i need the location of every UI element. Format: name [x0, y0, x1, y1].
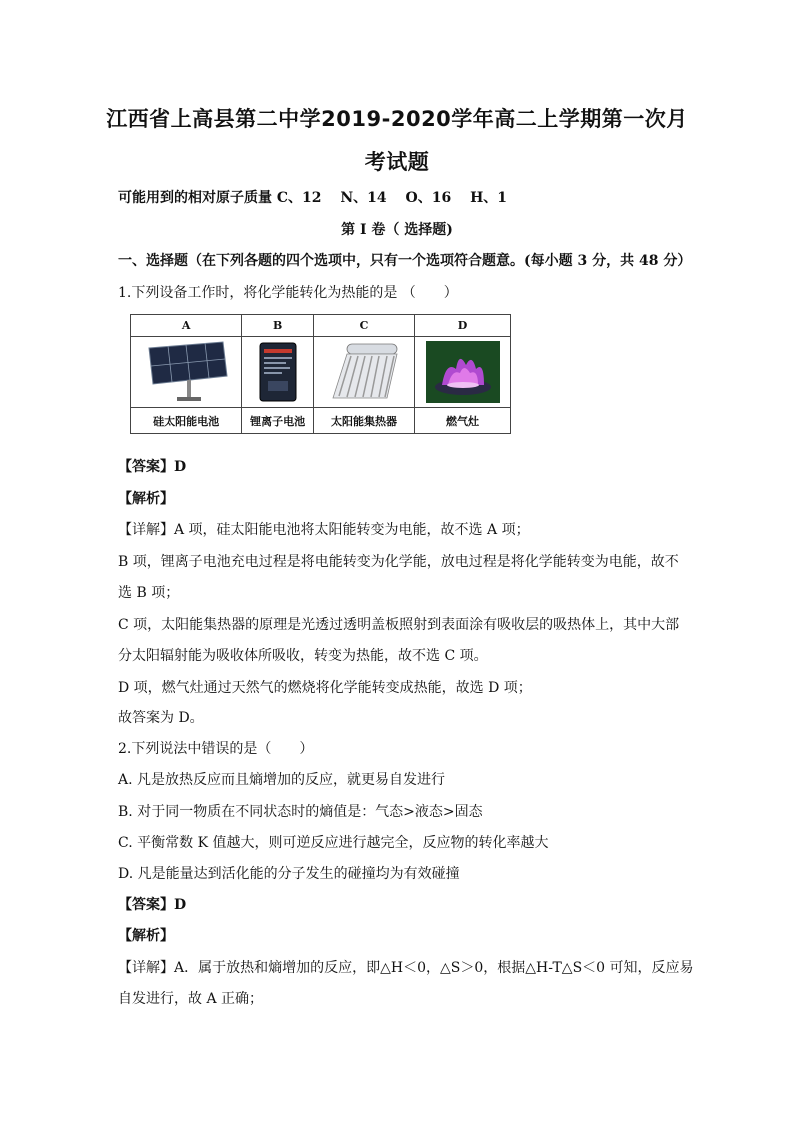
q1-detail-line: D 项，燃气灶通过天然气的燃烧将化学能转变成热能，故选 D 项；: [118, 680, 532, 696]
table-header-a: A: [131, 315, 242, 337]
q2-option-b: B. 对于同一物质在不同状态时的熵值是：气态>液态>固态: [118, 804, 483, 820]
document-title-line1: 江西省上高县第二中学2019-2020学年高二上学期第一次月: [106, 107, 688, 131]
q2-answer: 【答案】D: [118, 897, 187, 913]
table-header-d: D: [415, 315, 511, 337]
q1-detail-line: 分太阳辐射能为吸收体所吸收，转变为热能，故不选 C 项。: [118, 648, 488, 664]
q2-option-d: D. 凡是能量达到活化能的分子发生的碰撞均为有效碰撞: [118, 866, 460, 882]
q1-analysis-label: 【解析】: [118, 491, 174, 507]
volume-heading: 第 I 卷（ 选择题): [341, 222, 453, 238]
q1-stem: 1.下列设备工作时，将化学能转化为热能的是 （ ）: [118, 285, 458, 301]
q2-option-a: A. 凡是放热反应而且熵增加的反应，就更易自发进行: [118, 772, 446, 788]
q2-stem: 2.下列说法中错误的是（ ）: [118, 741, 314, 757]
table-header-c: C: [313, 315, 414, 337]
table-header-b: B: [242, 315, 314, 337]
q2-analysis-label: 【解析】: [118, 928, 174, 944]
q1-device-table: [130, 314, 511, 434]
q1-detail-line: 故答案为 D。: [118, 710, 204, 726]
q1-detail-line: 选 B 项；: [118, 585, 180, 601]
device-label-d: 燃气灶: [415, 408, 511, 434]
device-label-a: 硅太阳能电池: [131, 408, 242, 434]
solar-water-heater-icon: [325, 340, 403, 404]
document-title-line2: 考试题: [364, 150, 430, 174]
device-label-c: 太阳能集热器: [313, 408, 414, 434]
device-label-b: 锂离子电池: [242, 408, 314, 434]
q1-answer: 【答案】D: [118, 459, 187, 475]
q2-detail-line: 【详解】A．属于放热和熵增加的反应，即△H＜0，△S＞0，根据△H-T△S＜0 可知，反应易: [118, 960, 694, 976]
q2-option-c: C. 平衡常数 K 值越大，则可逆反应进行越完全，反应物的转化率越大: [118, 835, 549, 851]
atomic-mass-note: 可能用到的相对原子质量 C、12 N、14 O、16 H、1: [118, 190, 508, 206]
solar-panel-icon: [143, 340, 229, 404]
battery-icon: [256, 341, 300, 403]
q2-detail-line: 自发进行，故 A 正确；: [118, 991, 264, 1007]
q1-detail-line: C 项，太阳能集热器的原理是光透过透明盖板照射到表面涂有吸收层的吸热体上，其中大部: [118, 617, 680, 633]
section-heading: 一、选择题（在下列各题的四个选项中，只有一个选项符合题意。(每小题 3 分，共 48 分）: [118, 253, 692, 269]
q1-detail-line: B 项，锂离子电池充电过程是将电能转变为化学能，放电过程是将化学能转变为电能，故不: [118, 554, 679, 570]
gas-stove-flame-icon: [426, 341, 500, 403]
q1-detail-line: 【详解】A 项，硅太阳能电池将太阳能转变为电能，故不选 A 项；: [118, 522, 530, 538]
